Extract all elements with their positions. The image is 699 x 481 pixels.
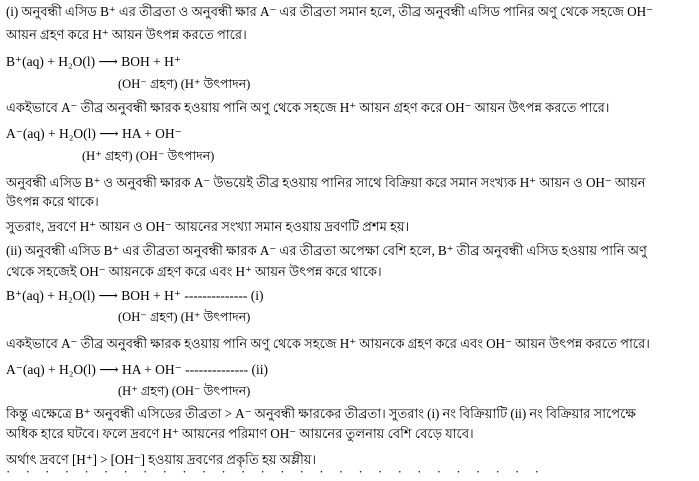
equation-a-hydrolysis: A⁻(aq) + H₂O(l) ⟶ HA + OH⁻ <box>6 126 182 141</box>
paragraph-line-case-i: (i) অনুবন্ধী এসিড B⁺ এর তীব্রতা ও অনুবন্ধী ক্ষার A⁻ এর তীব্রতা সমান হলে, তীব্র অনুবন্ধী এসিড পানির অণু থেকে সহজে OH⁻ <box>6 4 653 19</box>
cropped-text: · · · · · · · · · · · · · · · · · · · · · · · · · · · · <box>6 471 545 479</box>
equation-ii: A⁻(aq) + H₂O(l) ⟶ HA + OH⁻ -------------- (ii) <box>6 362 268 377</box>
paragraph-line-result: অর্থাৎ দ্রবণে [H⁺] > [OH⁻] হওয়ায় দ্রবণের প্রকৃতি হয় অম্লীয়। <box>6 452 317 467</box>
equation-i: B⁺(aq) + H₂O(l) ⟶ BOH + H⁺ -------------- (i) <box>6 288 264 303</box>
paragraph-line: অধিক হারে ঘটবে। ফলে দ্রবণে H⁺ আয়নের পরিমাণ OH⁻ আয়নের তুলনায় বেশি বেড়ে যাবে। <box>6 426 474 441</box>
paragraph-line: কিন্তু এক্ষেত্রে B⁺ অনুবন্ধী এসিডের তীব্রতা > A⁻ অনুবন্ধী ক্ষারকের তীব্রতা। সুতরাং (i) নং বিক্রিয়াটি (ii) নং বিক্রিয়ার সাপেক্ষে <box>6 406 636 421</box>
paragraph-line: আয়ন গ্রহণ করে H⁺ আয়ন উৎপন্ন করতে পারে। <box>6 27 247 42</box>
equation-annotation: (OH⁻ গ্রহণ) (H⁺ উৎপাদন) <box>118 77 251 91</box>
equation-annotation: (H⁺ গ্রহণ) (OH⁻ উৎপাদন) <box>82 149 215 163</box>
paragraph-line: একইভাবে A⁻ তীব্র অনুবন্ধী ক্ষারক হওয়ায় পানি অণু থেকে সহজে H⁺ আয়ন গ্রহণ করে OH⁻ আয়ন উৎপন্ন করতে পারে। <box>6 100 610 115</box>
paragraph-line: একইভাবে A⁻ তীব্র অনুবন্ধী ক্ষারক হওয়ায় পানি অণু থেকে সহজে H⁺ আয়নকে গ্রহণ করে এবং OH⁻ আয়ন উৎপন্ন করতে পারে। <box>6 336 650 351</box>
equation-b-hydrolysis: B⁺(aq) + H₂O(l) ⟶ BOH + H⁺ <box>6 54 182 69</box>
equation-annotation: (OH⁻ গ্রহণ) (H⁺ উৎপাদন) <box>118 310 251 324</box>
paragraph-line: অনুবন্ধী এসিড B⁺ ও অনুবন্ধী ক্ষারক A⁻ উভয়েই তীব্র হওয়ায় পানির সাথে বিক্রিয়া করে সমান সংখ্যক H⁺ আয়ন ও OH⁻ আয়ন <box>6 175 646 190</box>
paragraph-line: উৎপন্ন করে থাকে। <box>6 194 99 209</box>
paragraph-line: থেকে সহজেই OH⁻ আয়নকে গ্রহণ করে এবং H⁺ আয়ন উৎপন্ন করে থাকে। <box>6 264 382 279</box>
equation-annotation: (H⁺ গ্রহণ) (OH⁻ উৎপাদন) <box>118 384 251 398</box>
paragraph-line-case-ii: (ii) অনুবন্ধী এসিড B⁺ এর তীব্রতা অনুবন্ধী ক্ষারক A⁻ এর তীব্রতা অপেক্ষা বেশি হলে, B⁺ তীব্র অনুবন্ধী এসিড হওয়ায় পানি অণু <box>6 243 647 258</box>
cropped-next-line <box>6 471 694 481</box>
paragraph-line-conclusion: সুতরাং, দ্রবণে H⁺ আয়ন ও OH⁻ আয়নের সংখ্যা সমান হওয়ায় দ্রবণটি প্রশম হয়। <box>6 219 410 234</box>
